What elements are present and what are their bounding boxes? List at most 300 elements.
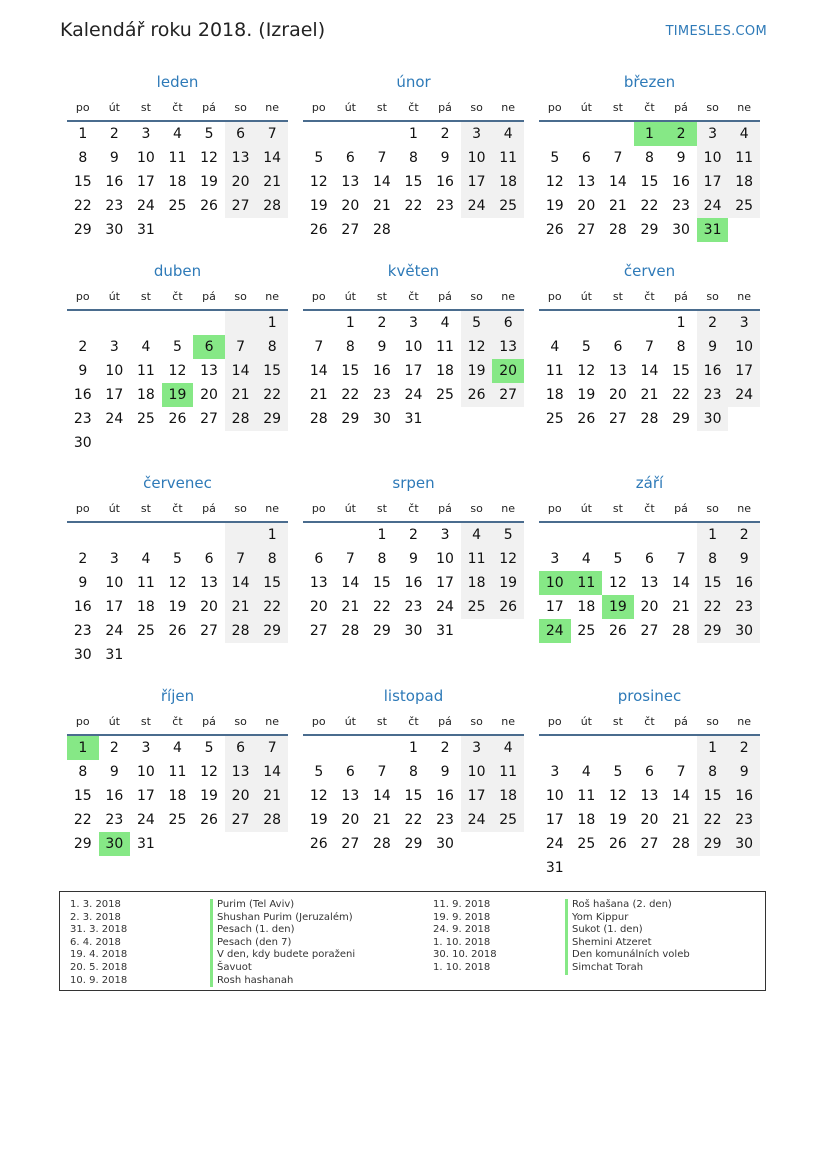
day-cell: 5 xyxy=(204,740,214,756)
day-cell: 18 xyxy=(168,174,187,190)
day-cell: 27 xyxy=(608,411,627,427)
day-cell: 16 xyxy=(672,174,690,190)
day-cell: 3 xyxy=(141,126,151,142)
day-cell: 16 xyxy=(436,174,454,190)
day-cell: 23 xyxy=(73,623,92,639)
day-cell: 11 xyxy=(136,363,155,379)
day-cell: 26 xyxy=(168,411,187,427)
day-cell: 17 xyxy=(697,170,729,194)
empty-cell xyxy=(602,736,634,760)
day-cell: 5 xyxy=(173,551,182,567)
day-cell: 18 xyxy=(136,387,155,403)
day-cell: 22 xyxy=(404,812,423,828)
day-cell: 15 xyxy=(672,363,690,379)
day-cell: 12 xyxy=(168,363,187,379)
weekday-header xyxy=(67,96,288,122)
weekday-header xyxy=(67,710,288,736)
day-cell: 7 xyxy=(377,764,387,780)
day-cell: 18 xyxy=(136,599,155,615)
day-cell: 31 xyxy=(136,222,155,238)
day-grid xyxy=(539,736,760,880)
day-cell: 13 xyxy=(225,760,257,784)
day-cell: 23 xyxy=(105,812,124,828)
day-cell: 18 xyxy=(728,170,760,194)
day-cell: 24 xyxy=(404,387,423,403)
day-cell: 24 xyxy=(136,198,155,214)
weekday-label: út xyxy=(108,101,120,114)
day-cell: 30 xyxy=(728,619,760,643)
weekday-label: pá xyxy=(202,101,216,114)
empty-cell xyxy=(99,523,131,547)
day-cell: 12 xyxy=(608,575,627,591)
weekday-label: po xyxy=(311,715,326,728)
empty-cell xyxy=(193,643,225,667)
day-cell: 26 xyxy=(309,222,328,238)
day-cell: 5 xyxy=(581,339,591,355)
empty-cell xyxy=(492,619,524,643)
empty-cell xyxy=(665,736,697,760)
day-cell: 27 xyxy=(200,623,218,639)
day-cell: 10 xyxy=(697,146,729,170)
day-cell: 13 xyxy=(341,788,360,804)
empty-cell xyxy=(335,122,367,146)
empty-cell xyxy=(602,122,634,146)
empty-cell xyxy=(99,311,131,335)
day-cell: 13 xyxy=(640,575,659,591)
empty-cell xyxy=(225,643,257,667)
day-cell: 11 xyxy=(728,146,760,170)
day-cell: 29 xyxy=(73,222,92,238)
empty-cell xyxy=(130,643,162,667)
day-cell: 9 xyxy=(409,551,418,567)
day-cell: 4 xyxy=(141,339,151,355)
day-cell: 1 xyxy=(676,315,686,331)
weekday-header xyxy=(303,497,524,523)
empty-cell xyxy=(366,122,398,146)
empty-cell xyxy=(492,407,524,431)
empty-cell xyxy=(193,832,225,856)
day-cell: 22 xyxy=(640,198,659,214)
weekday-label: ne xyxy=(265,715,280,728)
empty-cell xyxy=(728,856,760,880)
day-cell: 19 xyxy=(545,198,564,214)
weekday-label: ne xyxy=(737,101,752,114)
empty-cell xyxy=(256,643,288,667)
day-cell: 20 xyxy=(225,784,257,808)
weekday-label: po xyxy=(75,101,90,114)
day-cell: 15 xyxy=(341,363,360,379)
day-cell: 16 xyxy=(73,599,92,615)
weekday-label: ne xyxy=(501,290,516,303)
weekday-label: pá xyxy=(438,715,452,728)
empty-cell xyxy=(634,736,666,760)
day-cell: 23 xyxy=(436,812,454,828)
day-cell: 27 xyxy=(640,836,659,852)
day-cell: 9 xyxy=(109,764,119,780)
day-cell: 28 xyxy=(672,836,690,852)
holiday-name: Rosh hashanah xyxy=(210,975,355,988)
day-cell: 11 xyxy=(571,571,603,595)
month-9 xyxy=(539,473,760,643)
day-cell: 26 xyxy=(608,623,627,639)
weekday-label: so xyxy=(234,101,247,114)
day-cell: 12 xyxy=(608,788,627,804)
day-cell: 17 xyxy=(461,784,493,808)
month-6 xyxy=(539,261,760,431)
holiday-name: V den, kdy budete poraženi xyxy=(210,949,355,962)
day-cell: 14 xyxy=(372,174,391,190)
month-name: leden xyxy=(156,73,199,91)
holiday-date: 2. 3. 2018 xyxy=(70,911,121,923)
day-cell: 10 xyxy=(136,150,155,166)
day-cell: 18 xyxy=(492,784,524,808)
weekday-label: po xyxy=(311,290,326,303)
empty-cell xyxy=(193,218,225,242)
empty-cell xyxy=(461,832,493,856)
weekday-label: so xyxy=(470,715,483,728)
day-cell: 1 xyxy=(67,736,99,760)
day-cell: 11 xyxy=(545,363,564,379)
weekday-label: so xyxy=(470,101,483,114)
day-cell: 6 xyxy=(345,764,355,780)
day-cell: 27 xyxy=(200,411,218,427)
day-cell: 6 xyxy=(225,736,257,760)
day-cell: 28 xyxy=(309,411,328,427)
day-cell: 14 xyxy=(672,788,690,804)
day-cell: 5 xyxy=(314,764,324,780)
weekday-label: po xyxy=(311,101,326,114)
empty-cell xyxy=(728,218,760,242)
weekday-label: út xyxy=(108,290,120,303)
day-cell: 10 xyxy=(461,146,493,170)
day-cell: 6 xyxy=(645,764,654,780)
weekday-label: st xyxy=(140,502,151,515)
day-cell: 7 xyxy=(345,551,355,567)
holiday-name: Sukot (1. den) xyxy=(565,924,690,937)
day-cell: 24 xyxy=(105,411,124,427)
weekday-label: čt xyxy=(644,290,655,303)
day-cell: 22 xyxy=(341,387,360,403)
day-cell: 6 xyxy=(492,311,524,335)
brand-link[interactable]: TIMESLES.COM xyxy=(665,24,767,39)
day-cell: 28 xyxy=(672,623,690,639)
empty-cell xyxy=(398,218,430,242)
day-cell: 22 xyxy=(73,198,92,214)
day-cell: 2 xyxy=(728,523,760,547)
day-cell: 15 xyxy=(640,174,659,190)
weekday-label: po xyxy=(547,101,562,114)
day-cell: 29 xyxy=(372,623,391,639)
day-cell: 3 xyxy=(141,740,151,756)
weekday-label: čt xyxy=(172,502,183,515)
weekday-label: so xyxy=(470,290,483,303)
legend-names-right xyxy=(565,899,690,975)
holiday-date: 1. 3. 2018 xyxy=(70,899,121,910)
day-cell: 19 xyxy=(309,198,328,214)
day-cell: 12 xyxy=(492,547,524,571)
weekday-header xyxy=(303,710,524,736)
day-cell: 31 xyxy=(404,411,423,427)
day-cell: 3 xyxy=(109,339,119,355)
day-cell: 25 xyxy=(136,623,155,639)
holiday-date: 1. 10. 2018 xyxy=(433,936,491,948)
day-cell: 17 xyxy=(136,788,155,804)
empty-cell xyxy=(492,218,524,242)
day-cell: 24 xyxy=(105,623,124,639)
empty-cell xyxy=(571,523,603,547)
weekday-label: čt xyxy=(408,290,419,303)
holiday-name: Pesach (den 7) xyxy=(210,937,355,950)
empty-cell xyxy=(162,431,194,455)
day-cell: 29 xyxy=(697,619,729,643)
day-cell: 28 xyxy=(225,407,257,431)
legend-names-left xyxy=(210,899,355,987)
weekday-label: ne xyxy=(265,502,280,515)
day-cell: 8 xyxy=(409,150,418,166)
day-cell: 25 xyxy=(577,623,596,639)
day-cell: 14 xyxy=(256,760,288,784)
day-cell: 27 xyxy=(225,194,257,218)
day-cell: 3 xyxy=(728,311,760,335)
day-cell: 29 xyxy=(73,836,92,852)
empty-cell xyxy=(634,523,666,547)
weekday-label: po xyxy=(75,715,90,728)
holiday-name: Yom Kippur xyxy=(565,912,690,925)
day-cell: 19 xyxy=(577,387,596,403)
holiday-date: 20. 5. 2018 xyxy=(70,961,128,973)
day-cell: 1 xyxy=(697,736,729,760)
month-name: duben xyxy=(153,262,202,280)
day-cell: 3 xyxy=(109,551,119,567)
day-cell: 15 xyxy=(73,174,92,190)
day-cell: 20 xyxy=(640,599,659,615)
day-cell: 21 xyxy=(256,784,288,808)
day-cell: 27 xyxy=(341,222,360,238)
day-cell: 16 xyxy=(728,571,760,595)
day-cell: 13 xyxy=(341,174,360,190)
day-cell: 30 xyxy=(99,832,131,856)
day-cell: 4 xyxy=(461,523,493,547)
day-cell: 1 xyxy=(377,527,387,543)
day-cell: 26 xyxy=(200,198,218,214)
day-cell: 30 xyxy=(697,407,729,431)
day-cell: 8 xyxy=(645,150,654,166)
weekday-label: st xyxy=(376,715,387,728)
day-cell: 26 xyxy=(608,836,627,852)
day-cell: 17 xyxy=(545,812,564,828)
month-2 xyxy=(303,72,524,242)
day-cell: 21 xyxy=(256,170,288,194)
day-cell: 27 xyxy=(492,383,524,407)
day-cell: 2 xyxy=(440,740,450,756)
day-cell: 25 xyxy=(168,198,187,214)
day-cell: 19 xyxy=(162,383,194,407)
day-cell: 8 xyxy=(377,551,387,567)
weekday-label: pá xyxy=(202,715,216,728)
empty-cell xyxy=(256,832,288,856)
day-cell: 14 xyxy=(341,575,360,591)
day-cell: 28 xyxy=(640,411,659,427)
month-name: září xyxy=(635,474,664,492)
holiday-name: Shemini Atzeret xyxy=(565,937,690,950)
holiday-date: 24. 9. 2018 xyxy=(433,924,491,936)
day-cell: 10 xyxy=(404,339,423,355)
day-cell: 27 xyxy=(225,808,257,832)
empty-cell xyxy=(162,643,194,667)
weekday-label: čt xyxy=(172,290,183,303)
day-cell: 20 xyxy=(608,387,627,403)
empty-cell xyxy=(162,832,194,856)
empty-cell xyxy=(193,311,225,335)
weekday-label: pá xyxy=(438,502,452,515)
legend-dates-left xyxy=(70,899,127,987)
day-cell: 8 xyxy=(697,760,729,784)
day-cell: 26 xyxy=(200,812,218,828)
day-cell: 3 xyxy=(461,736,493,760)
day-cell: 25 xyxy=(461,595,493,619)
day-cell: 25 xyxy=(168,812,187,828)
weekday-label: ne xyxy=(265,290,280,303)
day-cell: 16 xyxy=(404,575,423,591)
empty-cell xyxy=(225,218,257,242)
day-cell: 6 xyxy=(204,551,214,567)
day-cell: 1 xyxy=(409,126,418,142)
day-cell: 5 xyxy=(173,339,182,355)
day-cell: 25 xyxy=(492,808,524,832)
day-cell: 20 xyxy=(341,198,360,214)
empty-cell xyxy=(461,407,493,431)
month-name: červenec xyxy=(143,474,212,492)
day-cell: 10 xyxy=(436,551,454,567)
day-cell: 8 xyxy=(697,547,729,571)
day-cell: 15 xyxy=(256,359,288,383)
day-cell: 2 xyxy=(78,551,88,567)
day-cell: 23 xyxy=(672,198,690,214)
day-cell: 10 xyxy=(136,764,155,780)
weekday-label: út xyxy=(108,502,120,515)
day-cell: 27 xyxy=(577,222,596,238)
day-cell: 13 xyxy=(200,363,218,379)
weekday-label: ne xyxy=(501,715,516,728)
weekday-label: ne xyxy=(501,101,516,114)
empty-cell xyxy=(303,311,335,335)
day-cell: 11 xyxy=(492,146,524,170)
empty-cell xyxy=(303,736,335,760)
day-cell: 29 xyxy=(672,411,690,427)
day-cell: 6 xyxy=(225,122,257,146)
day-cell: 17 xyxy=(136,174,155,190)
day-cell: 14 xyxy=(608,174,627,190)
month-name: březen xyxy=(623,73,676,91)
day-cell: 19 xyxy=(168,599,187,615)
day-cell: 30 xyxy=(672,222,690,238)
month-name: srpen xyxy=(392,474,435,492)
weekday-label: út xyxy=(580,715,592,728)
day-cell: 2 xyxy=(409,527,418,543)
empty-cell xyxy=(335,736,367,760)
day-cell: 9 xyxy=(728,760,760,784)
page-title: Kalendář roku 2018. (Izrael) xyxy=(60,19,326,41)
weekday-label: po xyxy=(75,502,90,515)
day-cell: 16 xyxy=(105,788,124,804)
day-cell: 7 xyxy=(314,339,324,355)
day-cell: 23 xyxy=(697,383,729,407)
empty-cell xyxy=(602,311,634,335)
empty-cell xyxy=(539,122,571,146)
day-cell: 6 xyxy=(345,150,355,166)
day-cell: 11 xyxy=(136,575,155,591)
empty-cell xyxy=(571,856,603,880)
day-cell: 21 xyxy=(372,198,391,214)
day-cell: 21 xyxy=(309,387,328,403)
day-cell: 20 xyxy=(640,812,659,828)
day-cell: 1 xyxy=(256,311,288,335)
empty-cell xyxy=(366,736,398,760)
day-cell: 5 xyxy=(461,311,493,335)
day-cell: 2 xyxy=(109,126,119,142)
weekday-header xyxy=(67,285,288,311)
day-cell: 24 xyxy=(461,808,493,832)
day-cell: 25 xyxy=(728,194,760,218)
day-cell: 12 xyxy=(461,335,493,359)
weekday-label: so xyxy=(470,502,483,515)
day-cell: 18 xyxy=(436,363,454,379)
day-cell: 7 xyxy=(377,150,387,166)
weekday-label: st xyxy=(612,290,623,303)
day-cell: 15 xyxy=(256,571,288,595)
day-cell: 20 xyxy=(492,359,524,383)
day-cell: 6 xyxy=(581,150,591,166)
day-cell: 14 xyxy=(225,359,257,383)
month-name: prosinec xyxy=(617,687,682,705)
weekday-label: ne xyxy=(265,101,280,114)
day-cell: 18 xyxy=(577,599,596,615)
day-cell: 2 xyxy=(78,339,88,355)
empty-cell xyxy=(634,856,666,880)
day-cell: 1 xyxy=(256,523,288,547)
day-cell: 13 xyxy=(608,363,627,379)
month-name: únor xyxy=(396,73,431,91)
day-cell: 8 xyxy=(78,764,88,780)
day-cell: 23 xyxy=(728,808,760,832)
empty-cell xyxy=(162,311,194,335)
empty-cell xyxy=(602,856,634,880)
day-cell: 13 xyxy=(200,575,218,591)
day-cell: 31 xyxy=(105,647,124,663)
day-cell: 22 xyxy=(256,595,288,619)
day-cell: 17 xyxy=(105,599,124,615)
day-cell: 10 xyxy=(539,571,571,595)
day-cell: 1 xyxy=(697,523,729,547)
day-cell: 17 xyxy=(461,170,493,194)
day-cell: 1 xyxy=(409,740,418,756)
empty-cell xyxy=(335,523,367,547)
day-cell: 31 xyxy=(697,218,729,242)
weekday-label: út xyxy=(580,502,592,515)
day-cell: 12 xyxy=(577,363,596,379)
weekday-label: út xyxy=(344,290,356,303)
day-cell: 10 xyxy=(545,788,564,804)
day-cell: 2 xyxy=(377,315,387,331)
weekday-label: út xyxy=(580,290,592,303)
weekday-label: čt xyxy=(408,502,419,515)
holiday-name: Den komunálních voleb xyxy=(565,949,690,962)
weekday-label: pá xyxy=(674,715,688,728)
day-cell: 13 xyxy=(225,146,257,170)
day-cell: 11 xyxy=(492,760,524,784)
day-cell: 7 xyxy=(676,764,686,780)
day-cell: 13 xyxy=(640,788,659,804)
